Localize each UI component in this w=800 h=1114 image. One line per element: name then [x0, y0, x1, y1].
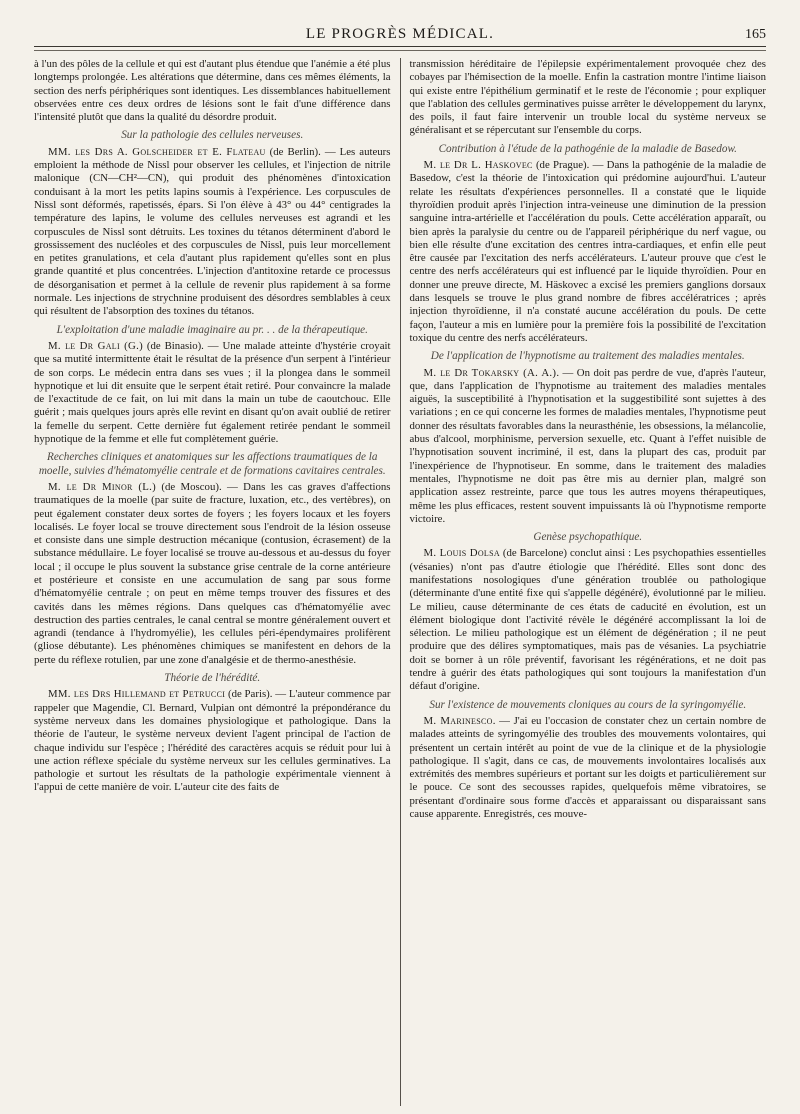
paragraph — [410, 715, 767, 821]
paragraph — [410, 367, 767, 527]
left-column — [34, 58, 400, 1106]
author-names: M. le Dr Tokarsky (A. A.) — [423, 366, 557, 379]
section-heading: Contribution à l'étude de la pathogénie de la maladie de Basedow. — [438, 142, 737, 155]
paragraph-text: (de Prague). — Dans la pathogénie de la maladie de Basedow, c'est la théorie de l'intoxication qui prédomine aujourd'hui. L'auteur relate les résultats d'expériences personnelles. Il a constaté que le liquide thyroïdien produit après l'injection intra-veineuse une diminution de la pression sanguine intra-artérielle et l'accélération du pouls. Cette accélération apparaît, ou bien après la paralysie du centre ou de l'appareil périphérique du nerf vague, ou bien elle résulte d'une excitation des centres intra-cardiaques, et enfin elle peut être causée par l'excitation des nerfs accélérateurs. L'auteur prouve que c'est le centre des nerfs accélérateurs qui est influencé par le liquide thyroïdien. Pour en donner une preuve directe, M. Häskovec a excisé les premiers ganglions dorsaux dans lesquels se trouve le plus grand nombre de fibres accélératrices ; après injection thyroïdienne, il n'a constaté aucune accélération du pouls. De cette façon, l'auteur a mis en lumière pour la première fois la possibilité de l'excitation toxique du centre des nerfs accélérateurs. — [409, 159, 766, 344]
paragraph-text: . — J'ai eu l'occasion de constater chez un certain nombre de malades atteints de syringomyélie des troubles des mouvements volontaires, qui présentent un certain intérêt au point de vue de la clinique et de la physiologie pathologique. Il s'agit, dans ce cas, de mouvements involontaires localisés aux extrémités des membres supérieurs et portant sur les doigts et particulièrement sur le pouce. Ce sont des secousses rapides, quelquefois même vibratoires, se présentant d'ordinaire sous forme d'accès et apparaissant ou disparaissant sans cause apparente. Enregistrés, ces mouve- — [409, 714, 766, 821]
paragraph-text: (de Binasio). — Une malade atteinte d'hystérie croyait que sa mutité intermittente était le résultat de la présence d'un serpent à l'intérieur de son corps. Le médecin entra dans ses vues ; il la plongea dans le sommeil hypnotique et lui dit ensuite que le serpent était retiré. Pour convaincre la malade de l'exactitude de ce fait, on lui mit dans la main un tube de caoutchouc. Elle guérit ; mais quelques jours après elle revint en disant qu'on avait oublié de retirer la femelle du serpent. Cette dernière fut également retirée pendant le sommeil hypnotique de la femme et elle fut complètement guérie. — [34, 339, 391, 446]
paragraph-text: (de Berlin). — Les auteurs emploient la méthode de Nissl pour observer les cellules, et l'injection de nitrile malonique (CN—CH²—CN), qui produit des phénomènes d'intoxication conduisant à la mort les petits lapins soumis à l'expérience. Les corpuscules de Nissl sont déformés, rapetissés, épars. Si l'on élève à 43° ou 44° centigrades la température des lapins, le volume des cellules nerveuses est agrandi et les corpuscules de Nissl sont détruits. Les toxines du tétanos déterminent d'abord le grossissement des nucléoles et des corpuscules de Nissl, puis leur morcellement en petites granulations, et cela d'autant plus rapidement qu'elles sont en plus grande quantité et plus concentrées. L'injection d'antitoxine retarde ce processus de désorganisation et permet à la cellule de revenir plus rapidement à sa forme normale. Les injections de strychnine produisent des désordres semblables à ceux qui résultent de l'absorption des toxines du tétanos. — [34, 145, 391, 318]
page-number: 165 — [745, 27, 766, 42]
section-heading: De l'application de l'hypnotisme au traitement des maladies mentales. — [430, 350, 745, 363]
paragraph: à l'un des pôles de la cellule et qui est d'autant plus étendue que l'anémie a été plus longtemps prolongée. Les altérations que détermine, dans ces mêmes éléments, la section des nerfs périphériques sont identiques. Les dissemblances habituellement observées entre ces deux ordres de lésions sont le fait d'une différence dans l'intensité plutôt que dans la qualité du désordre produit. — [34, 58, 391, 124]
paragraph — [34, 146, 391, 319]
right-column — [401, 58, 767, 1106]
paragraph — [34, 688, 391, 794]
paragraph-text: . — On doit pas perdre de vue, d'après l'auteur, que, dans l'application de l'hypnotisme au traitement des maladies mentales aiguës, la susceptibilité à l'hypnotisation et la suggestibilité sont sujettes à des variations ; en ce qui concerne les formes de maladies mentales, l'hypnotisme peut donner des résultats favorables dans la neurasthénie, les obsessions, la mélancolie, abus d'alcool, morphinisme, perversion sexuelle, etc. Quant à l'effet nuisible de l'hypnotisation souvent incriminé, il est, dans la plupart des cas, produit par l'inexpérience de l'hypnotiseur. En somme, dans le traitement des maladies mentales, l'hypnotisme ne doit pas être mis au dernier plan, malgré son application assez restreinte, parce que tous les autres moyens thérapeutiques, même les plus efficaces, restent souvent impuissants là où l'hypnotisme remporte victoire. — [409, 366, 766, 525]
paragraph — [410, 159, 767, 345]
section-heading: Sur la pathologie des cellules nerveuses. — [121, 129, 304, 142]
paragraph — [34, 340, 391, 446]
section-heading: L'exploitation d'une maladie imaginaire au pr. . . de la thérapeutique. — [56, 323, 368, 336]
author-names: M. Marinesco — [423, 714, 493, 727]
section-heading: Recherches cliniques et anatomiques sur les affections traumatiques de la moelle, suivies d'hématomyélie centrale et de formations cavitaires centrales. — [38, 451, 386, 477]
running-header — [34, 22, 766, 47]
paragraph — [34, 481, 391, 667]
journal-title: LE PROGRÈS MÉDICAL. — [305, 26, 495, 42]
paragraph-text: (de Barcelone) conclut ainsi : Les psychopathies essentielles (vésanies) n'ont pas d'autre étiologie que l'hérédité. Elles sont donc des manifestations nosologiques d'une génération troublée ou pathologique (déterminante d'une entité fixe qui s'appelle dégénéré), évolutionné par le milieu. Le milieu, cause déterminante de ces états de caducité en évolution, est un élément biologique dont l'activité révèle le dégénéré accomplissant la loi de sélection. Le milieu pathologique est un élément de dégénération ; il ne peut produire que des délires symptomatiques, mais pas de vésanies. La psychiatrie doit se borner à un rôle préventif, favorisant les régénérations, et ne doit pas tendre à guérir des états pathologiques qui sont toujours la manifestation d'un défaut d'origine. — [409, 547, 766, 693]
author-names: MM. les Drs Hillemand et Petrucci — [48, 688, 226, 701]
author-names: M. Louis Dolsa — [423, 547, 500, 560]
header-rule — [34, 50, 766, 51]
author-names: M. le Dr Gali (G.) — [48, 339, 144, 352]
section-heading: Genèse psychopathique. — [533, 531, 643, 544]
author-names: MM. les Drs A. Golscheider et E. Flateau — [48, 145, 266, 158]
section-heading: Théorie de l'hérédité. — [164, 672, 261, 685]
two-column-body — [34, 58, 766, 1106]
paragraph-text: (de Paris). — L'auteur commence par rappeler que Magendie, Cl. Bernard, Vulpian ont démontré la prépondérance du système nerveux dans les domaines physiologique et pathologique. Dans la théorie de l'auteur, le système nerveux devient l'agent principal de l'action de chaque individu sur l'espèce ; l'hérédité des caractères acquis se réduit pour lui à une action réflexe spéciale du système nerveux sur les cellules germinatives. La pathologie et surtout les résultats de la pathologie expérimentale viennent à l'appui de cette manière de voir. L'auteur cite des faits de — [34, 688, 391, 794]
paragraph: transmission héréditaire de l'épilepsie expérimentalement provoquée chez des cobayes par l'hémisection de la moelle. Enfin la castration montre l'intime liaison qui existe entre l'épithélium germinatif et le reste de l'économie ; pour expliquer que l'ablation des cellules germinatives puisse arrêter le développement du larynx, des poils, il faut faire intervenir un trouble local du système nerveux se généralisant et se répercutant sur l'ensemble du corps. — [409, 58, 766, 137]
author-names: M. le Dr Minor (L.) — [48, 480, 157, 493]
paragraph-text: (de Moscou). — Dans les cas graves d'affections traumatiques de la moelle (par suite de fracture, luxation, etc., des vertèbres), on peut également constater deux sortes de foyers ; les foyers locaux et les foyers localisés. Le foyer local se trouve directement sous l'endroit de la lésion osseuse et consiste dans une simple destruction mécanique (contusion, écrasement) de la substance médullaire. Le foyer localisé se trouve au-dessous et au-dessus du foyer local ; il occupe le plus souvent la substance grise centrale de la corne antérieure et postérieure et consiste en une accumulation de sang par sous forme d'hématomyélie centrale ; on peut en même temps trouver des fissures et des cavités dans les mêmes régions. Dans quelques cas d'hématomyélie avec destruction des parties centrales, le canal central se montre généralement ouvert et agrandi (tendance à l'hydromyélie), les cellules péri-épendymaires prolifèrent (gliose débutante). Les phénomènes chimiques se manifestent en dehors de la perte du réflexe rotulien, par une zone d'analgésie et de thermo-anesthésie. — [34, 480, 391, 666]
paragraph — [410, 547, 767, 693]
section-heading: Sur l'existence de mouvements cloniques au cours de la syringomyélie. — [429, 698, 747, 711]
author-names: M. le Dr L. Haskovec — [423, 159, 533, 172]
